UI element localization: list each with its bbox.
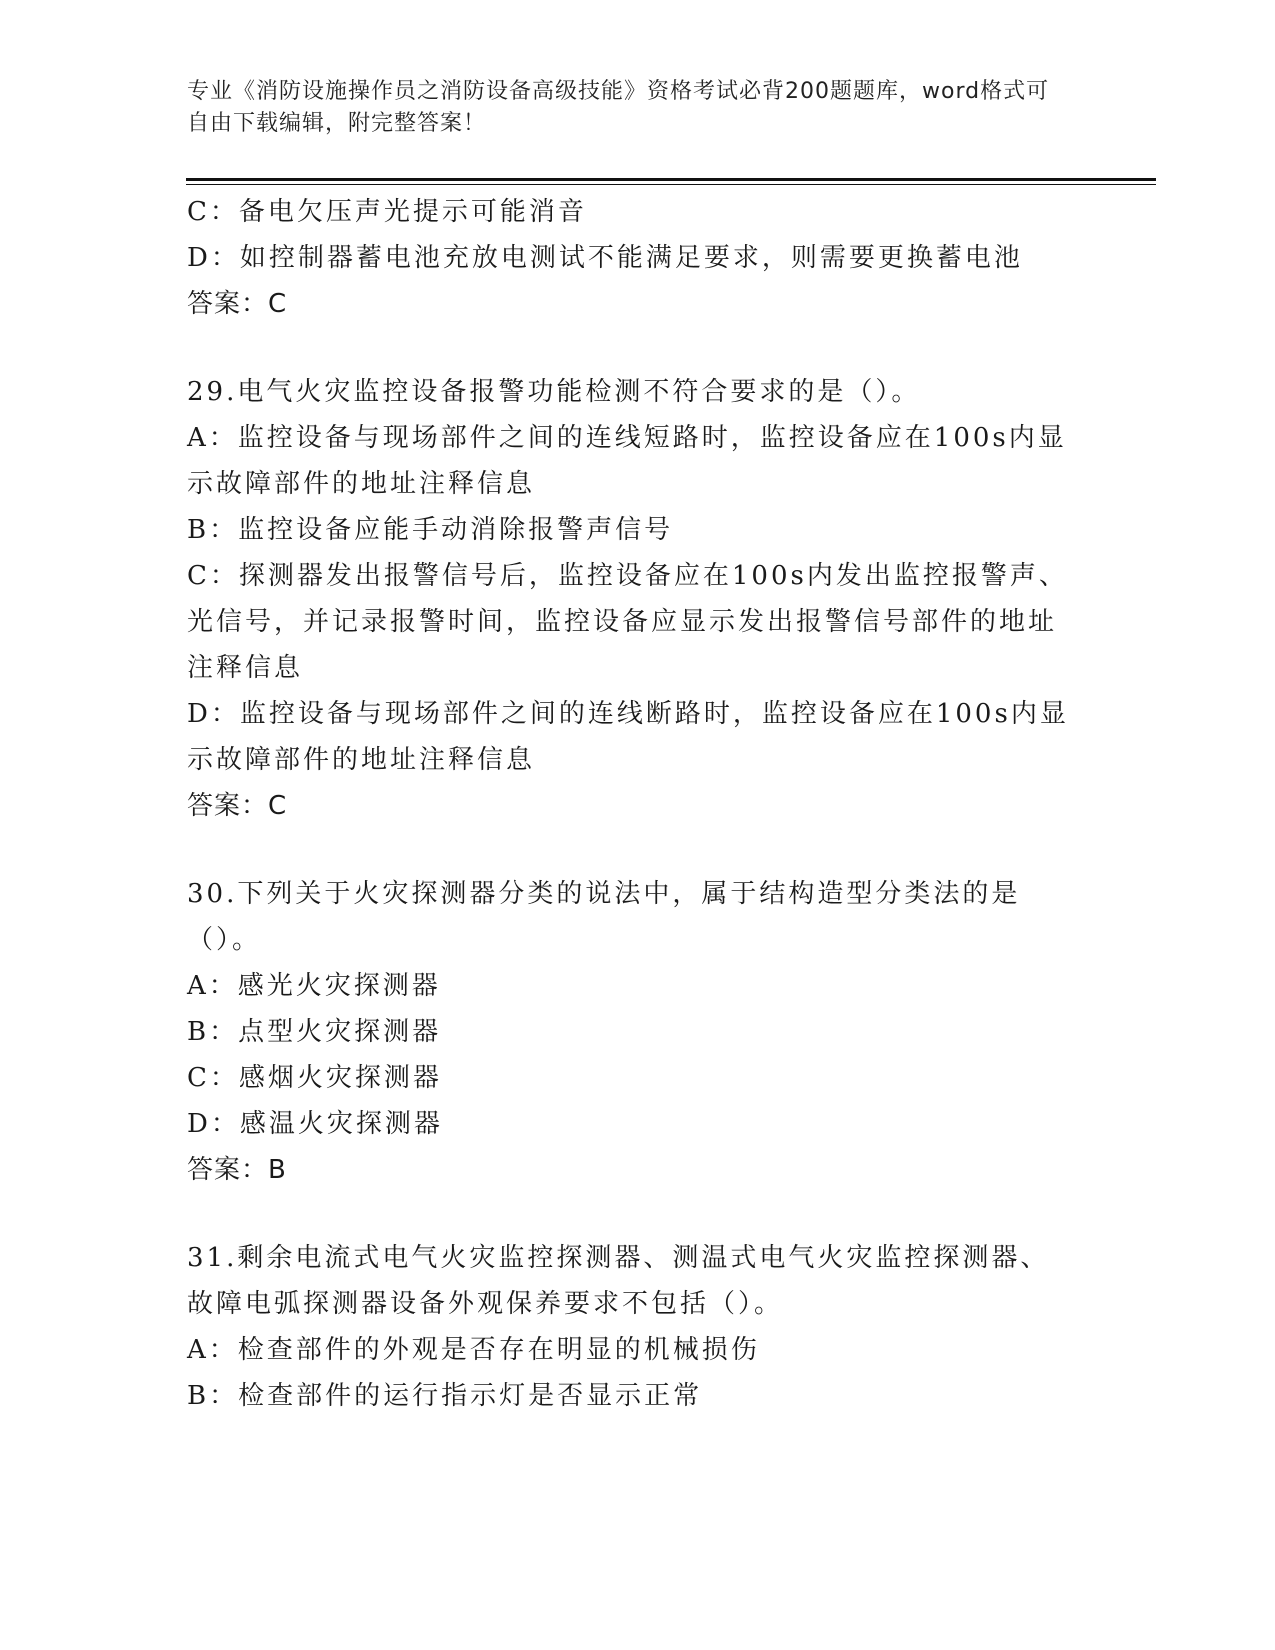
- header-divider-thick: [186, 178, 1156, 181]
- option-b: B：监控设备应能手动消除报警声信号: [187, 515, 674, 545]
- continued-question: [187, 189, 1077, 327]
- question-30: [187, 871, 1077, 1193]
- option-c: C：感烟火灾探测器: [187, 1063, 442, 1093]
- option-c: C：备电欠压声光提示可能消音: [187, 197, 587, 227]
- answer: 答案：B: [187, 1155, 287, 1185]
- question-stem: 30.下列关于火灾探测器分类的说法中，属于结构造型分类法的是（）。: [187, 879, 1021, 955]
- option-a: A：感光火灾探测器: [187, 971, 441, 1001]
- option-c: C：探测器发出报警信号后，监控设备应在100s内发出监控报警声、光信号，并记录报警时间，监控设备应显示发出报警信号部件的地址注释信息: [187, 561, 1068, 683]
- option-b: B：点型火灾探测器: [187, 1017, 442, 1047]
- question-31: [187, 1235, 1077, 1419]
- option-d: D：监控设备与现场部件之间的连线断路时，监控设备应在100s内显示故障部件的地址注释信息: [187, 699, 1069, 775]
- option-a: A：监控设备与现场部件之间的连线短路时，监控设备应在100s内显示故障部件的地址注释信息: [187, 423, 1067, 499]
- document-header: 专业《消防设施操作员之消防设备高级技能》资格考试必背200题题库，word格式可自由下载编辑，附完整答案！: [187, 79, 1050, 136]
- answer: 答案：C: [187, 791, 288, 821]
- option-a: A：检查部件的外观是否存在明显的机械损伤: [187, 1335, 760, 1365]
- answer: 答案：C: [187, 289, 288, 319]
- document-body: [187, 189, 1077, 1419]
- option-b: B：检查部件的运行指示灯是否显示正常: [187, 1381, 703, 1411]
- header-divider-thin: [186, 184, 1156, 185]
- question-stem: 29.电气火灾监控设备报警功能检测不符合要求的是（）。: [187, 377, 921, 407]
- option-d: D：感温火灾探测器: [187, 1109, 443, 1139]
- question-29: [187, 369, 1077, 829]
- option-d: D：如控制器蓄电池充放电测试不能满足要求，则需要更换蓄电池: [187, 243, 1023, 273]
- question-stem: 31.剩余电流式电气火灾监控探测器、测温式电气火灾监控探测器、故障电弧探测器设备外观保养要求不包括（）。: [187, 1243, 1050, 1319]
